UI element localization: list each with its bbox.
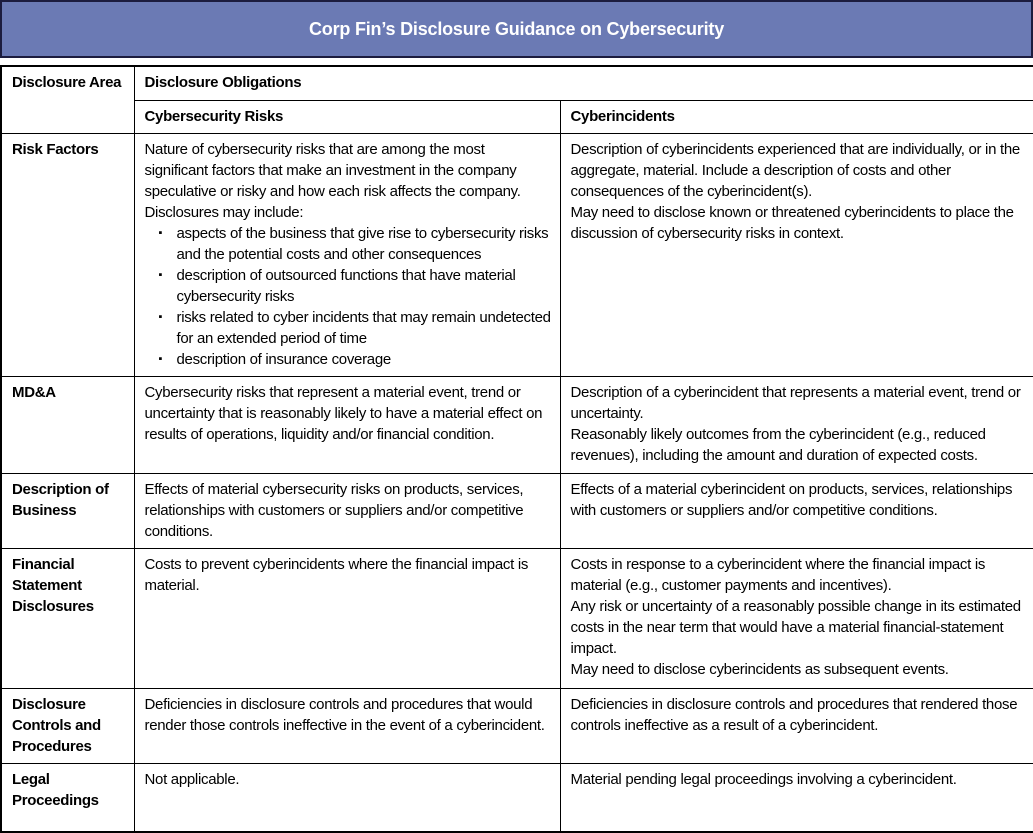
disclosure-guidance-table — [0, 65, 1033, 833]
cell-paragraph: Costs to prevent cyberincidents where the financial impact is material. — [144, 555, 529, 594]
cyberincidents-cell — [560, 763, 1033, 832]
cell-paragraph: May need to disclose cyberincidents as subsequent events. — [570, 660, 949, 678]
row-area-label: MD&A — [1, 376, 134, 473]
row-area-label: Description of Business — [1, 473, 134, 548]
title-gap — [0, 58, 1033, 65]
table-row — [1, 473, 1033, 548]
cell-paragraph: Costs in response to a cyberincident where the financial impact is material (e.g., customer payments and incentives). — [570, 555, 986, 594]
cell-paragraph: Not applicable. — [144, 770, 240, 788]
table-row — [1, 376, 1033, 473]
cell-paragraph: Description of a cyberincident that represents a material event, trend or uncertainty. — [570, 383, 1021, 422]
cyberincidents-cell — [560, 548, 1033, 688]
column-header-cyberincidents: Cyberincidents — [560, 100, 1033, 133]
row-area-label: Financial Statement Disclosures — [1, 548, 134, 688]
cyberincidents-cell — [560, 376, 1033, 473]
bullet-item: ▪ aspects of the business that give rise to cybersecurity risks and the potential costs and other consequences — [159, 223, 552, 265]
cyberincidents-cell — [560, 473, 1033, 548]
table-row — [1, 133, 1033, 376]
table-row — [1, 688, 1033, 763]
row-area-label: Risk Factors — [1, 133, 134, 376]
cell-paragraph: Cybersecurity risks that represent a material event, trend or uncertainty that is reasonably likely to have a material effect on results of operations, liquidity and/or financial condition. — [144, 383, 543, 443]
bullet-item: ▪ description of insurance coverage — [159, 349, 552, 370]
cell-paragraph: Nature of cybersecurity risks that are among the most significant factors that make an investment in the company speculative or risky and how each risk affects the company. Disclosures may include: — [144, 140, 521, 221]
cybersecurity-risks-cell — [134, 763, 560, 832]
cell-paragraph: Description of cyberincidents experienced that are individually, or in the aggregate, material. Include a description of costs and other consequences of the cyberincident(s). — [570, 140, 1020, 200]
cell-paragraph: Reasonably likely outcomes from the cyberincident (e.g., reduced revenues), including the amount and duration of expected costs. — [570, 425, 986, 464]
row-area-label: Disclosure Controls and Procedures — [1, 688, 134, 763]
cell-paragraph: Deficiencies in disclosure controls and procedures that would render those controls ineffective in the event of a cyberincident. — [144, 695, 545, 734]
cell-paragraph: Effects of a material cyberincident on products, services, relationships with customers or suppliers and/or competitive conditions. — [570, 480, 1013, 519]
bullet-list — [145, 223, 552, 370]
table-row — [1, 763, 1033, 832]
page-title: Corp Fin’s Disclosure Guidance on Cybersecurity — [308, 18, 725, 39]
cybersecurity-risks-cell — [134, 376, 560, 473]
cell-paragraph: Deficiencies in disclosure controls and procedures that rendered those controls ineffective as a result of a cyberincident. — [570, 695, 1018, 734]
header-row-subcolumns — [1, 100, 1033, 133]
table-row — [1, 548, 1033, 688]
bullet-item: ▪ risks related to cyber incidents that may remain undetected for an extended period of time — [159, 307, 552, 349]
cell-paragraph: May need to disclose known or threatened cyberincidents to place the discussion of cybersecurity risks in context. — [570, 203, 1014, 242]
bullet-item: ▪ description of outsourced functions that have material cybersecurity risks — [159, 265, 552, 307]
cybersecurity-risks-cell — [134, 688, 560, 763]
cell-paragraph: Any risk or uncertainty of a reasonably possible change in its estimated costs in the near term that would have a material financial-statement impact. — [570, 597, 1021, 657]
cyberincidents-cell — [560, 688, 1033, 763]
cyberincidents-cell — [560, 133, 1033, 376]
column-header-cybersecurity-risks: Cybersecurity Risks — [134, 100, 560, 133]
cybersecurity-risks-cell — [134, 548, 560, 688]
title-band — [0, 0, 1033, 58]
table-body — [1, 133, 1033, 832]
column-header-disclosure-obligations: Disclosure Obligations — [134, 66, 1033, 100]
cybersecurity-risks-cell — [134, 473, 560, 548]
header-row-obligations — [1, 66, 1033, 100]
cell-paragraph: Effects of material cybersecurity risks on products, services, relationships with customers or suppliers and/or competitive conditions. — [144, 480, 524, 540]
cybersecurity-risks-cell — [134, 133, 560, 376]
cell-paragraph: Material pending legal proceedings involving a cyberincident. — [570, 770, 957, 788]
row-area-label: Legal Proceedings — [1, 763, 134, 832]
column-header-disclosure-area: Disclosure Area — [1, 66, 134, 133]
